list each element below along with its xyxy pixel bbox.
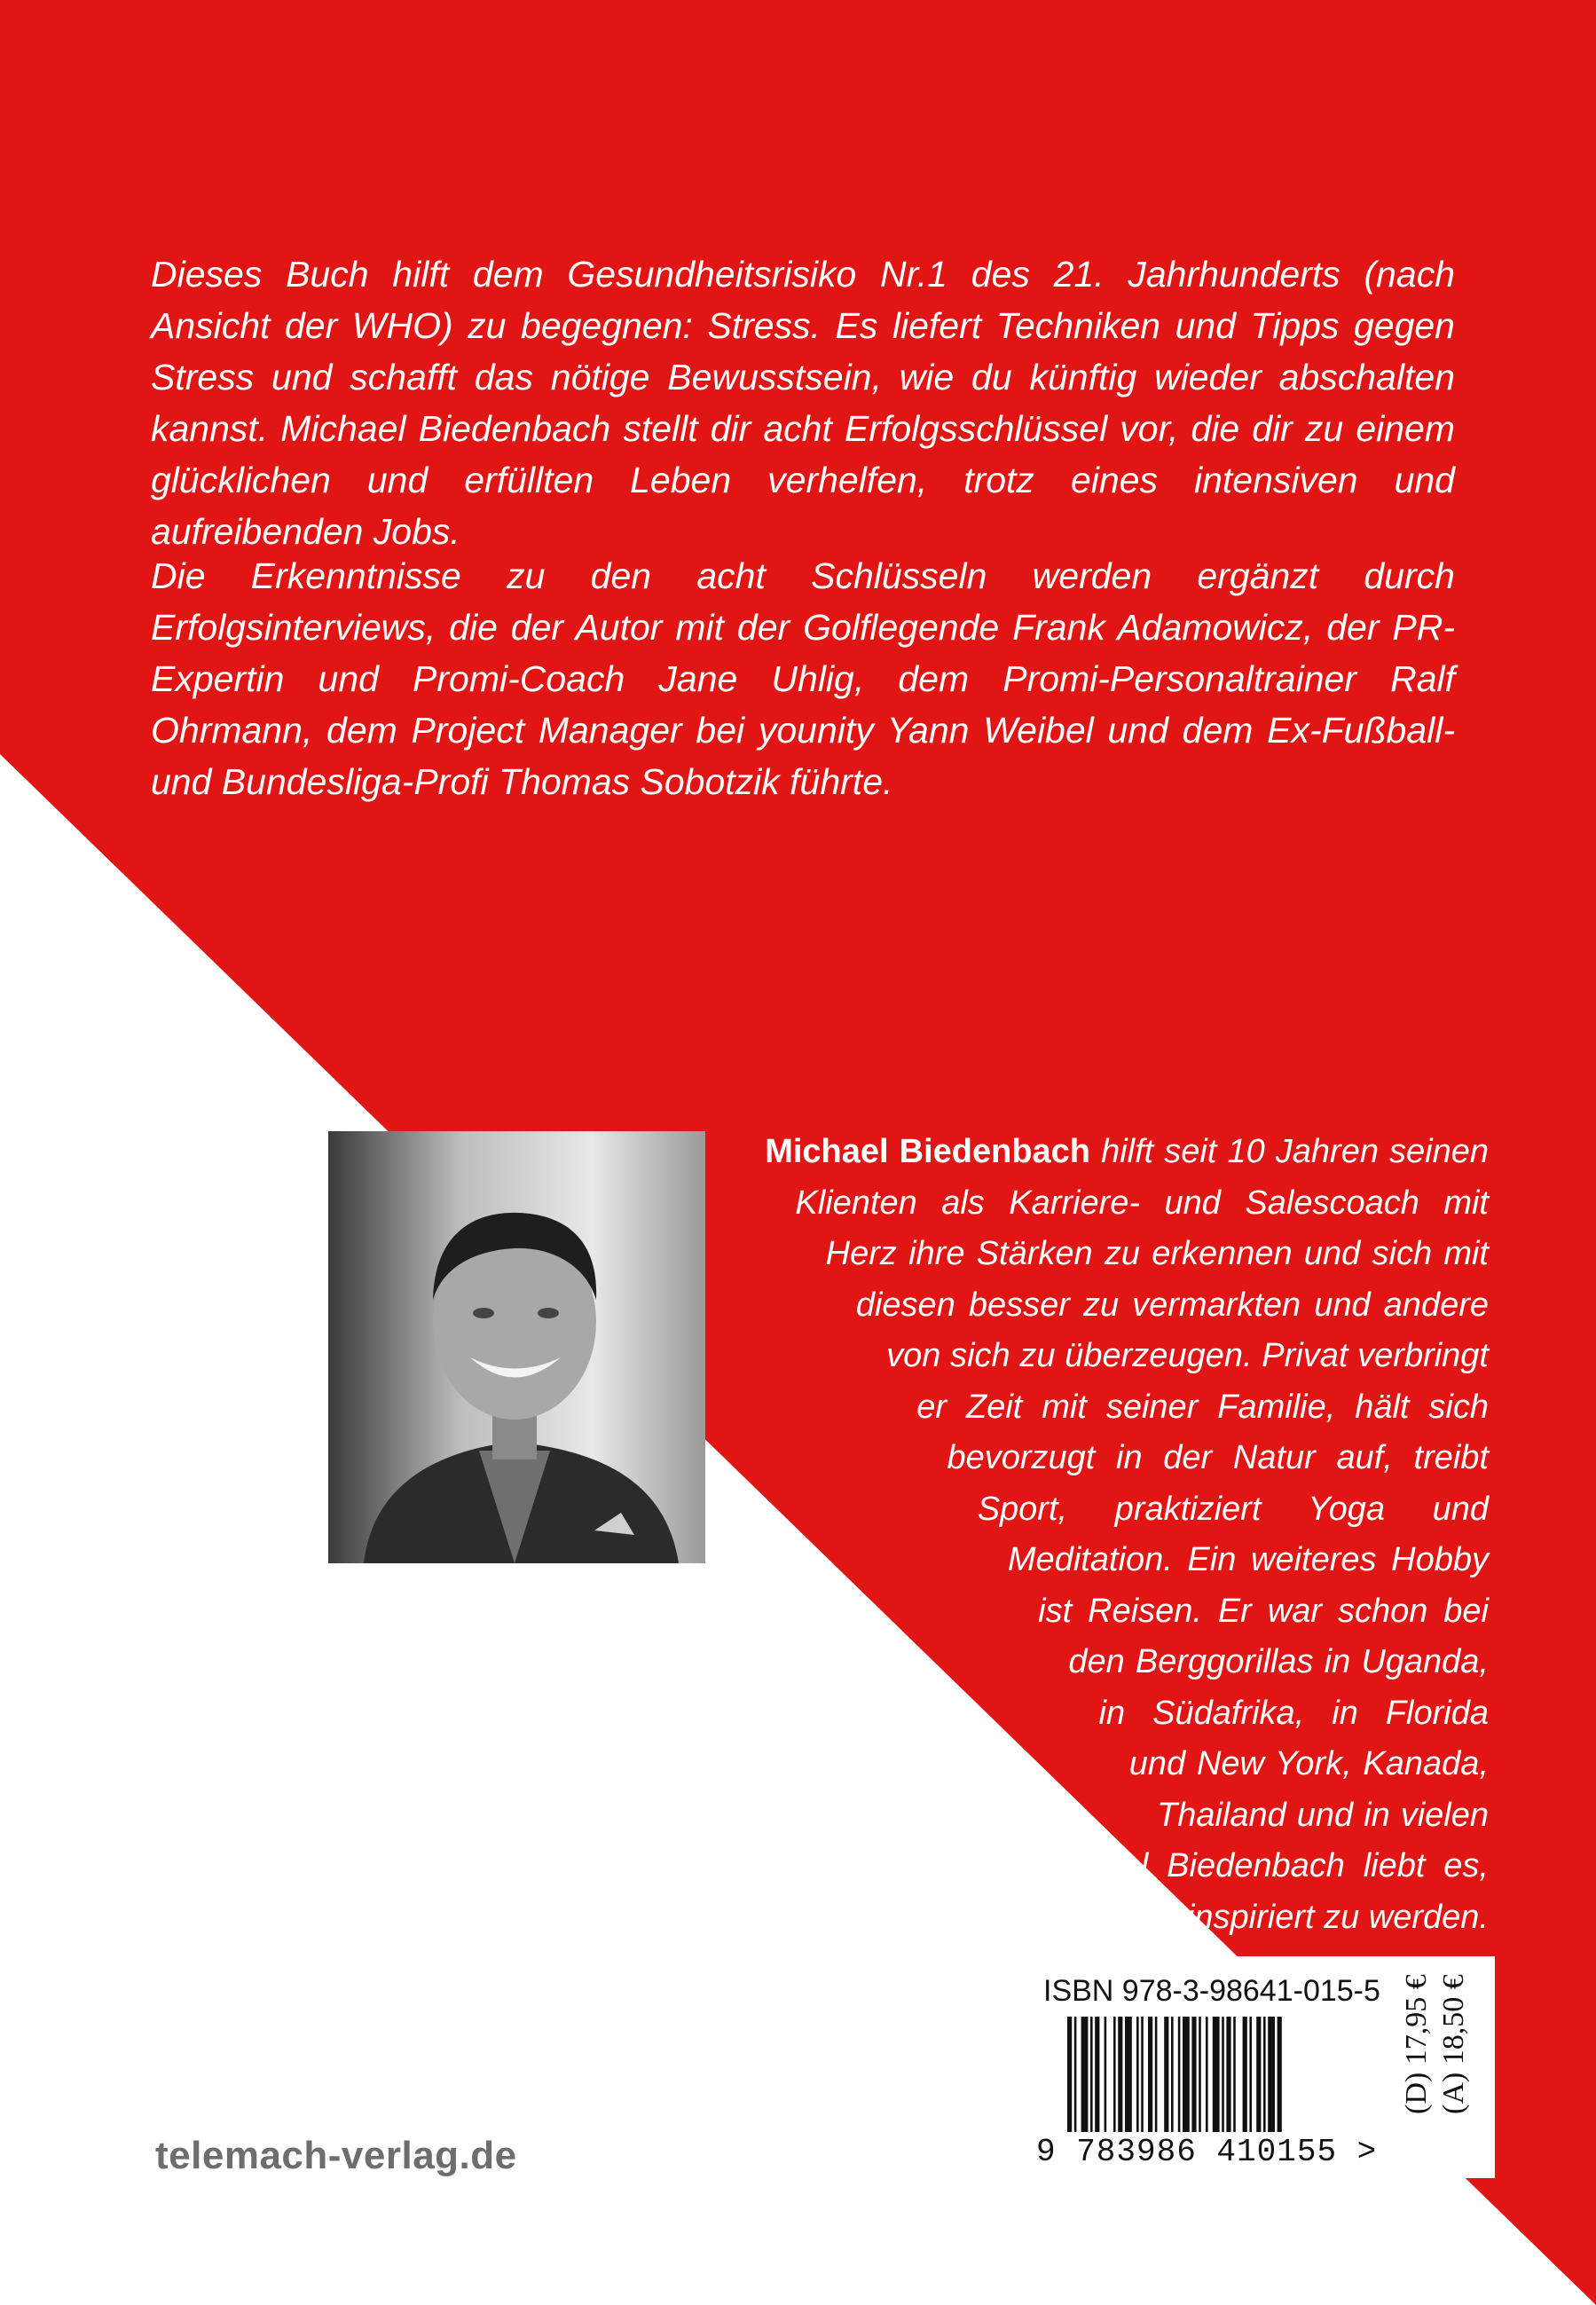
barcode-bar (1155, 2017, 1158, 2132)
barcode-panel (1027, 1956, 1495, 2178)
barcode-bar (1164, 2017, 1168, 2132)
barcode-bar (1118, 2017, 1122, 2132)
barcode-bar (1263, 2017, 1266, 2132)
publisher-url[interactable]: telemach-verlag.de (155, 2134, 517, 2177)
author-bio-text: hilft seit 10 Jahren seinen Klienten als Karriere- und Salescoach mit Herz ihre Stärken zu erkennen und sich mit diesen besser zu vermarkten und andere von sich zu überzeugen. Privat verbringt er Zeit mit seiner Familie, hält sich bevorzugt in der Natur auf, treibt Sport, praktiziert Yoga und Meditation. Ein weiteres Hobby ist Reisen. Er war schon bei den Berggorillas in Uganda, in Südafrika, in Florida und New York, Kanada, Thailand und in vielen weiteren Ländern. Michael Biedenbach liebt es, Menschen zu inspirieren und inspiriert zu werden. (735, 1133, 1490, 1936)
barcode-bar (1278, 2017, 1282, 2132)
barcode-bar (1222, 2017, 1224, 2132)
ean-barcode (1067, 2017, 1369, 2136)
price-austria: (A) 18,50 € (1437, 1974, 1470, 2114)
isbn-label: ISBN 978-3-98641-015-5 (1043, 1974, 1380, 2008)
barcode-bar (1074, 2017, 1077, 2132)
barcode-bar (1105, 2017, 1107, 2132)
barcode-bar (1141, 2017, 1144, 2132)
price-germany: (D) 17,95 € (1400, 1974, 1433, 2114)
barcode-bar (1095, 2017, 1099, 2132)
blurb-paragraph-1: Dieses Buch hilft dem Gesundheitsrisiko Nr.1 des 21. Jahrhunderts (nach Ansicht der WHO) zu begegnen: Stress. Es liefert Techniken und Tipps gegen Stress und schafft das nötige Bewusstsein, wie du künftig wieder abschalten kannst. Michael Biedenbach stellt dir acht Erfolgsschlüssel vor, die dir zu einem glücklichen und erfüllten Leben verhelfen, trotz eines intensiven und aufreibenden Jobs. (151, 254, 1455, 552)
barcode-bar (1206, 2017, 1208, 2132)
barcode-bar (1191, 2017, 1196, 2132)
barcode-bar (1081, 2017, 1089, 2132)
author-portrait-photo (328, 1131, 705, 1563)
blurb-paragraph-2: Die Erkenntnisse zu den acht Schlüsseln werden ergänzt durch Erfolgsinterviews, die der Autor mit der Golflegende Frank Adamowicz, der PR-Expertin und Promi-Coach Jane Uhlig, dem Promi-Personaltrainer Ralf Ohrmann, dem Project Manager bei younity Yann Weibel und dem Ex-Fußball- und Bundesliga-Profi Thomas Sobotzik führte. (151, 555, 1455, 802)
barcode-bar (1256, 2017, 1261, 2132)
barcode-bar (1171, 2017, 1174, 2132)
barcode-bar (1249, 2017, 1252, 2132)
barcode-bar (1268, 2017, 1275, 2132)
barcode-bar (1148, 2017, 1152, 2132)
barcode-bar (1243, 2017, 1247, 2132)
barcode-bar (1125, 2017, 1132, 2132)
barcode-bar (1183, 2017, 1190, 2132)
barcode-bar (1213, 2017, 1220, 2132)
barcode-digits: 9 783986 410155 > (1036, 2134, 1378, 2170)
barcode-bar (1090, 2017, 1093, 2132)
barcode-bar (1067, 2017, 1072, 2132)
barcode-bar (1136, 2017, 1139, 2132)
barcode-bar (1226, 2017, 1230, 2132)
barcode-bar (1199, 2017, 1201, 2132)
author-name: Michael Biedenbach (765, 1133, 1091, 1170)
author-bio (735, 1127, 1490, 1936)
barcode-bar (1233, 2017, 1236, 2132)
barcode-bar (1113, 2017, 1116, 2132)
barcode-bar (1178, 2017, 1181, 2132)
